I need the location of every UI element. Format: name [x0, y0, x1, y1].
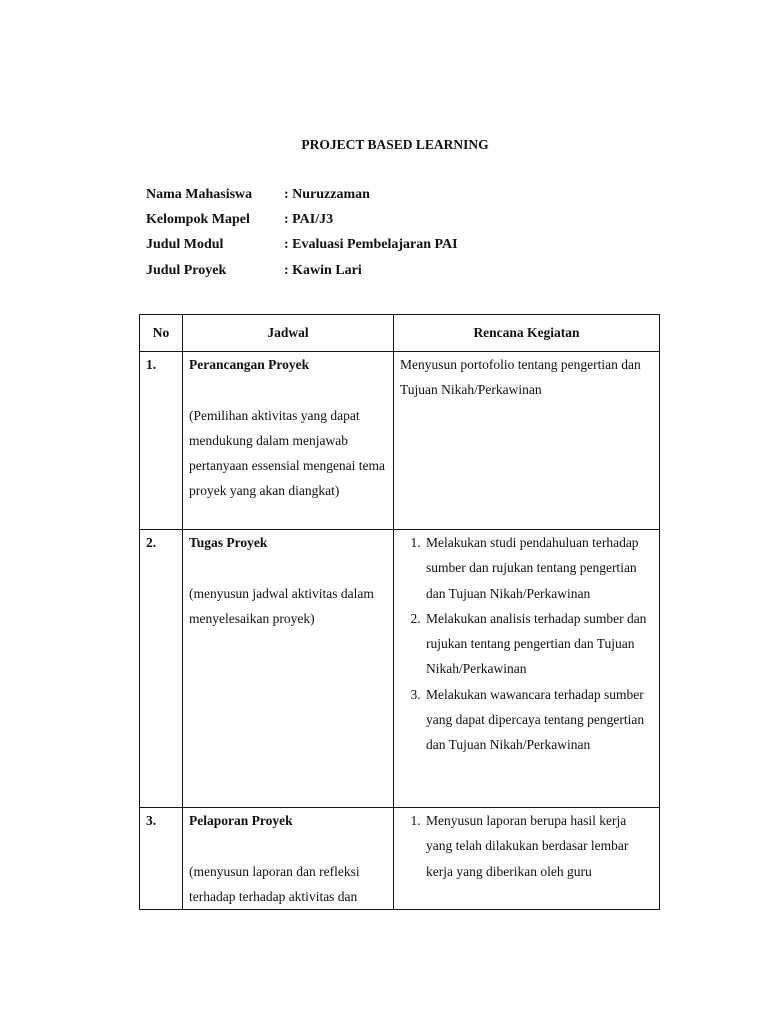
activity-list [400, 530, 653, 758]
jadwal-description: (menyusun laporan dan refleksi terhadap terhadap aktivitas dan [189, 863, 360, 904]
info-value: : Kawin Lari [284, 263, 362, 278]
info-row-proyek [146, 263, 362, 279]
info-value: : Evaluasi Pembelajaran PAI [284, 237, 458, 252]
header-no: No [140, 315, 183, 352]
info-label: Kelompok Mapel [146, 212, 250, 227]
list-item: 2. Melakukan analisis terhadap sumber dan rujukan tentang pengertian dan Tujuan Nikah/Perkawinan [424, 606, 653, 682]
table-row [140, 808, 660, 910]
info-row-modul [146, 237, 458, 253]
list-item: 1. Menyusun laporan berupa hasil kerja yang telah dilakukan berdasar lembar kerja yang diberikan oleh guru [424, 808, 653, 884]
info-row-kelompok [146, 212, 333, 228]
info-label: Nama Mahasiswa [146, 187, 253, 202]
rencana-cell [394, 808, 660, 910]
project-plan-table [139, 314, 660, 910]
info-row-nama [146, 187, 370, 203]
list-item: 1. Melakukan studi pendahuluan terhadap sumber dan rujukan tentang pengertian dan Tujuan Nikah/Perkawinan [424, 530, 653, 606]
row-number: 1. [140, 352, 183, 530]
document-title: PROJECT BASED LEARNING [301, 137, 489, 152]
jadwal-title: Perancangan Proyek [189, 357, 310, 372]
table-row [140, 530, 660, 808]
jadwal-title: Tugas Proyek [189, 535, 268, 550]
list-item: 3. Melakukan wawancara terhadap sumber yang dapat dipercaya tentang pengertian dan Tujuan Nikah/Perkawinan [424, 682, 653, 758]
row-number: 2. [140, 530, 183, 808]
activity-list [400, 808, 653, 884]
rencana-cell: Menyusun portofolio tentang pengertian dan Tujuan Nikah/Perkawinan [394, 352, 660, 530]
info-value: : PAI/J3 [284, 212, 334, 227]
header-rencana: Rencana Kegiatan [394, 315, 660, 352]
jadwal-cell [183, 808, 394, 910]
row-number: 3. [140, 808, 183, 910]
jadwal-title: Pelaporan Proyek [189, 813, 293, 828]
info-value: : Nuruzzaman [284, 187, 370, 202]
jadwal-description: (menyusun jadwal aktivitas dalam menyelesaikan proyek) [189, 585, 374, 626]
rencana-cell [394, 530, 660, 808]
info-label: Judul Proyek [146, 263, 227, 278]
jadwal-cell [183, 352, 394, 530]
info-label: Judul Modul [146, 237, 224, 252]
table-row [140, 352, 660, 530]
jadwal-description: (Pemilihan aktivitas yang dapat mendukung dalam menjawab pertanyaan essensial mengenai tema proyek yang akan diangkat) [189, 407, 386, 499]
header-jadwal: Jadwal [183, 315, 394, 352]
jadwal-cell [183, 530, 394, 808]
table-header-row [140, 315, 660, 352]
